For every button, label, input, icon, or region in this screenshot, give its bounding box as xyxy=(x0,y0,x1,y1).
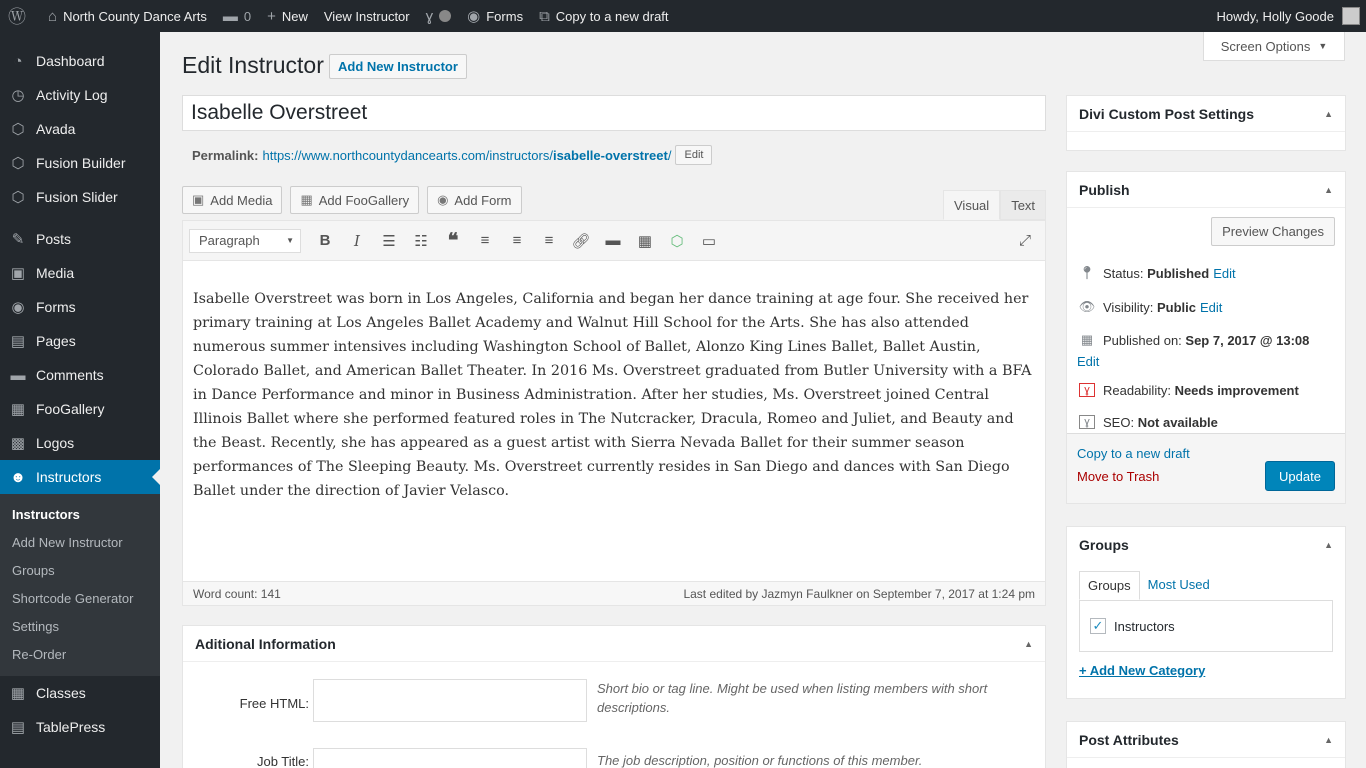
media-icon: ▣ xyxy=(10,265,26,282)
sidebar-item-tablepress[interactable]: ▤ TablePress xyxy=(0,710,160,744)
format-select[interactable]: Paragraph ▼ xyxy=(189,229,301,253)
sidebar-item-media[interactable]: ▣ Media xyxy=(0,256,160,290)
copy-draft-link[interactable]: Copy to a new draft xyxy=(1077,446,1190,461)
submenu-item-groups[interactable]: Groups xyxy=(12,563,55,578)
comment-icon: ▬ xyxy=(10,366,26,384)
submenu-item-instructors[interactable]: Instructors xyxy=(12,507,80,522)
status-edit-link[interactable]: Edit xyxy=(1213,265,1236,281)
submenu-item-add-new-instructor[interactable]: Add New Instructor xyxy=(12,535,123,550)
seo-status-dot-icon xyxy=(439,10,451,22)
link-icon[interactable]: 🔗︎ xyxy=(571,232,591,250)
fullscreen-icon[interactable]: ⤢ xyxy=(1018,232,1031,249)
bold-icon[interactable]: B xyxy=(319,232,331,249)
sidebar-item-pages[interactable]: ▤ Pages xyxy=(0,324,160,358)
post-attributes-box xyxy=(1066,721,1346,768)
submenu-item-re-order[interactable]: Re-Order xyxy=(12,647,67,662)
toolbar-toggle-icon[interactable]: ▦ xyxy=(637,232,653,250)
tab-all-groups[interactable]: Groups xyxy=(1079,571,1140,600)
editor-statusbar xyxy=(183,581,1045,605)
calendar-icon: ▦ xyxy=(10,685,26,702)
admin-bar xyxy=(0,0,1366,32)
add-new-category-link[interactable]: + Add New Category xyxy=(1079,663,1206,678)
blockquote-icon[interactable]: ❝ xyxy=(447,230,459,252)
forms-icon: ◉ xyxy=(11,299,25,316)
collapse-arrow-icon[interactable]: ▲ xyxy=(1324,184,1333,195)
published-on-edit-link[interactable]: Edit xyxy=(1077,353,1100,369)
free-html-field[interactable] xyxy=(313,679,587,722)
permalink-link[interactable]: https://www.northcountydancearts.com/instructors/isabelle-overstreet/ xyxy=(262,147,672,163)
comment-icon: ▬ xyxy=(222,7,238,25)
additional-information-box xyxy=(182,625,1046,768)
groups-box xyxy=(1066,526,1346,699)
table-icon: ▤ xyxy=(10,719,26,736)
readability-icon: ɣ xyxy=(1079,383,1095,397)
add-new-instructor-button[interactable]: Add New Instructor xyxy=(329,54,467,79)
instructors-checkbox[interactable]: ✓ xyxy=(1090,618,1106,634)
published-on-row: ▦ Published on: Sep 7, 2017 @ 13:08 xyxy=(1080,332,1310,348)
sidebar-item-comments[interactable]: ▬ Comments xyxy=(0,358,160,392)
collapse-arrow-icon[interactable]: ▲ xyxy=(1324,540,1333,550)
sidebar-item-dashboard[interactable]: ◔ Dashboard xyxy=(0,44,160,78)
page-title: Edit Instructor xyxy=(182,52,324,78)
numbered-list-icon[interactable]: ☷ xyxy=(414,232,428,250)
plus-icon: + xyxy=(267,7,276,25)
caret-down-icon: ▼ xyxy=(1318,41,1328,51)
job-title-field[interactable] xyxy=(313,748,587,768)
instructors-submenu xyxy=(0,494,160,676)
media-buttons xyxy=(182,186,522,214)
shortcode-icon[interactable]: ▭ xyxy=(701,232,717,250)
align-right-icon[interactable]: ≡ xyxy=(544,232,554,249)
post-title-input[interactable]: Isabelle Overstreet xyxy=(182,95,1046,131)
sidebar-item-fusion-builder[interactable]: ⬡ Fusion Builder xyxy=(0,146,160,180)
publish-header[interactable]: Publish ▲ xyxy=(1067,172,1345,208)
tab-visual[interactable]: Visual xyxy=(943,190,1000,220)
submenu-item-shortcode-generator[interactable]: Shortcode Generator xyxy=(12,591,134,606)
forms-menu[interactable]: ◉ Forms xyxy=(467,8,524,25)
wordpress-icon: Ⓦ xyxy=(8,7,26,27)
fusion-shortcode-icon[interactable]: ⬡ xyxy=(670,232,684,250)
sidebar-item-avada[interactable]: ⬡ Avada xyxy=(0,112,160,146)
free-html-row: Free HTML: Short bio or tag line. Might be used when listing members with short descriptions. xyxy=(183,679,1027,722)
home-icon: ⌂ xyxy=(48,7,58,25)
comments-link[interactable]: ▬ 0 xyxy=(222,7,252,25)
gallery-icon: ▦ xyxy=(300,192,313,207)
avada-icon: ⬡ xyxy=(11,121,25,138)
groups-checklist: ✓ Instructors xyxy=(1079,600,1333,652)
collapse-arrow-icon[interactable]: ▲ xyxy=(1024,638,1033,649)
visibility-edit-link[interactable]: Edit xyxy=(1199,299,1223,315)
caret-down-icon: ▼ xyxy=(286,236,294,245)
align-center-icon[interactable]: ≡ xyxy=(512,232,522,249)
permalink-edit-button[interactable]: Edit xyxy=(675,145,712,165)
main-content xyxy=(160,32,1366,768)
read-more-icon[interactable]: ▬ xyxy=(605,232,621,249)
add-foogallery-button[interactable]: ▦ Add FooGallery xyxy=(290,186,419,214)
publish-actions xyxy=(1067,433,1345,503)
add-media-button[interactable]: ▣ Add Media xyxy=(182,186,282,214)
sidebar-item-posts[interactable]: ✎ Posts xyxy=(0,222,160,256)
tab-text[interactable]: Text xyxy=(1000,190,1046,220)
submenu-item-settings[interactable]: Settings xyxy=(12,619,59,634)
copy-draft-link[interactable]: ⧉ Copy to a new draft xyxy=(539,7,669,25)
content-editor xyxy=(182,220,1046,606)
post-attributes-header[interactable]: Post Attributes ▲ xyxy=(1067,722,1345,758)
screen-options-toggle[interactable]: Screen Options ▼ xyxy=(1203,32,1345,61)
calendar-icon: ▦ xyxy=(1080,332,1094,347)
sidebar-item-activity-log[interactable]: ◷ Activity Log xyxy=(0,78,160,112)
clock-icon: ◷ xyxy=(11,87,25,104)
update-button[interactable]: Update xyxy=(1265,461,1335,491)
new-content-menu[interactable]: + New xyxy=(267,7,308,25)
groups-icon: ☻ xyxy=(10,468,26,486)
avatar xyxy=(1342,7,1360,25)
pages-icon: ▤ xyxy=(10,333,26,350)
site-name-link[interactable]: ⌂ North County Dance Arts xyxy=(48,7,207,25)
grid-icon: ▩ xyxy=(10,435,26,452)
status-row: 📍︎ Status: Published Edit xyxy=(1078,265,1236,281)
sidebar-item-fusion-slider[interactable]: ⬡ Fusion Slider xyxy=(0,180,160,214)
yoast-menu[interactable] xyxy=(418,0,460,32)
dashboard-icon: ◔ xyxy=(13,52,23,70)
pin-icon: 📍︎ xyxy=(1078,265,1096,280)
editor-content[interactable]: Isabelle Overstreet was born in Los Angeles, California and began her dance training at age four. She received her primary training at Los Angeles Ballet Academy and Walnut Hill School for the Arts. She has also attended numerous summer intensives including Washington School of Ballet, Alonzo King Lines Ballet, Ballet Austin, Colorado Ballet, and American Ballet Theater. In 2016 Ms. Overstreet graduated from Butler University with a BFA in Dance Performance and minor in Business Administration. After her studies, Ms. Overstreet joined Central Illinois Ballet where she performed featured roles in The Nutcracker, Dracula, Romeo and Juliet, and Beauty and the Beast. Recently, she has appeared as a guest artist with Sierra Nevada Ballet for their summer season performances of The Sleeping Beauty. Ms. Overstreet currently resides in San Diego and dances with San Diego Ballet under the direction of Javier Velasco. xyxy=(193,291,1032,499)
media-icon: ▣ xyxy=(192,192,205,207)
additional-information-header[interactable]: Aditional Information ▲ xyxy=(183,626,1045,662)
seo-icon: ɣ xyxy=(1079,415,1095,429)
yoast-icon: ɣ xyxy=(425,7,434,25)
eye-icon: 👁︎ xyxy=(1078,299,1096,314)
groups-header[interactable]: Groups ▲ xyxy=(1079,537,1333,553)
move-to-trash-link[interactable]: Move to Trash xyxy=(1077,469,1160,484)
divi-settings-box xyxy=(1066,95,1346,151)
editor-tabs xyxy=(943,190,1046,220)
forms-icon: ◉ xyxy=(467,8,481,25)
add-form-button[interactable]: ◉ Add Form xyxy=(427,186,521,214)
forms-icon: ◉ xyxy=(437,192,449,207)
editor-toolbar xyxy=(183,221,1045,261)
view-instructor-link[interactable]: View Instructor xyxy=(323,8,410,24)
last-edited: Last edited by Jazmyn Faulkner on September 7, 2017 at 1:24 pm xyxy=(683,586,1035,601)
sidebar-item-instructors[interactable]: ☻ Instructors xyxy=(0,460,160,494)
sidebar-item-forms[interactable]: ◉ Forms xyxy=(0,290,160,324)
job-title-row: Job Title: The job description, position or functions of this member. xyxy=(183,748,1027,768)
seo-row: ɣ SEO: Not available xyxy=(1067,406,1345,438)
collapse-arrow-icon[interactable]: ▲ xyxy=(1324,734,1333,745)
word-count: Word count: 141 xyxy=(193,586,281,601)
visibility-row: 👁︎ Visibility: Public Edit xyxy=(1078,299,1223,315)
collapse-arrow-icon[interactable]: ▲ xyxy=(1324,108,1333,119)
fusion-slider-icon: ⬡ xyxy=(11,189,25,206)
sidebar-item-classes[interactable]: ▦ Classes xyxy=(0,676,160,710)
publish-box xyxy=(1066,171,1346,504)
pin-icon: ✎ xyxy=(11,231,25,248)
permalink: Permalink: https://www.northcountydancearts.com/instructors/isabelle-overstreet/ Edit xyxy=(192,145,712,165)
wp-logo-menu[interactable] xyxy=(0,0,40,32)
divi-settings-header[interactable]: Divi Custom Post Settings ▲ xyxy=(1067,96,1345,132)
groups-tabs xyxy=(1067,571,1345,600)
gallery-icon: ▦ xyxy=(10,401,26,418)
tab-most-used[interactable]: Most Used xyxy=(1147,577,1210,592)
fusion-icon: ⬡ xyxy=(11,155,25,172)
preview-changes-button[interactable]: Preview Changes xyxy=(1211,217,1335,246)
my-account-menu[interactable]: Howdy, Holly Goode xyxy=(1216,0,1360,32)
italic-icon[interactable]: I xyxy=(354,231,360,250)
align-left-icon[interactable]: ≡ xyxy=(480,232,490,249)
admin-sidebar xyxy=(0,32,160,768)
copy-icon: ⧉ xyxy=(539,7,550,25)
sidebar-item-logos[interactable]: ▩ Logos xyxy=(0,426,160,460)
readability-row: ɣ Readability: Needs improvement xyxy=(1067,374,1345,406)
bulleted-list-icon[interactable]: ☰ xyxy=(382,232,396,250)
sidebar-item-foogallery[interactable]: ▦ FooGallery xyxy=(0,392,160,426)
